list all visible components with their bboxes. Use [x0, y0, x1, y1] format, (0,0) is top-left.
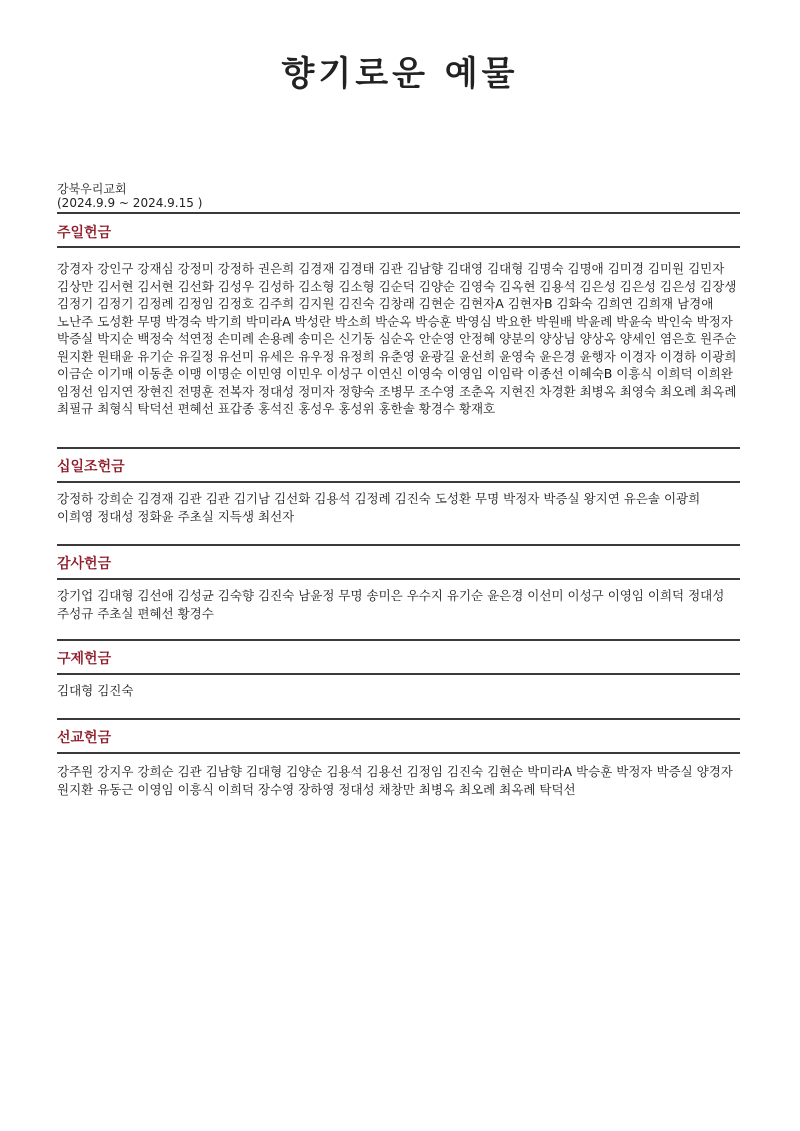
section-divider — [57, 718, 740, 720]
church-name: 강북우리교회 — [57, 182, 127, 196]
page-title: 향기로운 예물 — [281, 54, 519, 94]
section-title-thanksgiving: 감사헌금 — [57, 556, 112, 572]
section-title-tithe: 십일조헌금 — [57, 459, 125, 475]
section-names-mission: 강주원 강지우 강희순 김관 김남향 김대형 김양순 김용석 김용선 김정임 김진숙 김현순 박미라A 박승훈 박정자 박증실 양경자 원지환 유동근 이영임 이흥식 이희덕 장수영 장하영 정대성 채창만 최병옥 최오례 최옥례 탁덕선 — [57, 764, 733, 797]
section-divider — [57, 246, 740, 248]
header-divider — [57, 212, 740, 214]
section-title-mission: 선교헌금 — [57, 730, 112, 746]
section-divider — [57, 544, 740, 546]
section-names-sunday-offering: 강경자 강인구 강재심 강정미 강정하 권은희 김경재 김경태 김관 김남향 김대영 김대형 김명숙 김명애 김미경 김미원 김민자 김상만 김서현 김서현 김선화 김성우 김성하 김소형 김소형 김순덕 김양순 김영숙 김옥현 김용석 김은성 김은성 김은성 김장생 김정기 김정기 김정례 김정임 김정호 김주희 김지원 김진숙 김창래 김현순 김현자A 김현자B 김화숙 김희연 김희재 남경애 노난주 도성환 무명 박경숙 박기희 박미라A 박성란 박소희 박순옥 박승훈 박영심 박요한 박원배 박윤례 박윤숙 박인숙 박정자 박증실 박지순 백정숙 석연정 손미례 손용례 송미은 신기동 심순옥 안순영 안정혜 양분의 양상님 양상옥 양세인 염은호 원주순 원지환 원태윤 유기순 유길정 유선미 유세은 유우정 유정희 유춘영 윤광길 윤선희 윤영숙 윤은경 윤행자 이경자 이경하 이광희 이금순 이기매 이동춘 이맹 이명순 이민영 이민우 이성구 이연신 이영숙 이영임 이임락 이종선 이혜숙B 이흥식 이희덕 이희완 임정선 임지연 장현진 전명훈 전복자 정대성 정미자 정향숙 조병무 조수영 조춘옥 지현진 차경환 최병옥 최영숙 최오례 최옥례 최필규 최형식 탁덕선 편혜선 표갑종 홍석진 홍성우 홍성위 홍한솔 황경수 황재호 — [57, 261, 737, 416]
section-title-sunday-offering: 주일헌금 — [57, 225, 112, 241]
section-names-thanksgiving: 강기업 김대형 김선애 김성균 김숙향 김진숙 남윤정 무명 송미은 우수지 유기순 윤은경 이선미 이성구 이영임 이희덕 정대성 주성규 주초실 편혜선 황경수 — [57, 588, 725, 621]
section-title-relief: 구제헌금 — [57, 651, 112, 667]
section-divider — [57, 673, 740, 675]
section-divider — [57, 447, 740, 449]
section-names-relief: 김대형 김진숙 — [57, 683, 134, 698]
section-divider — [57, 481, 740, 483]
date-range: (2024.9.9 ~ 2024.9.15 ) — [57, 196, 203, 210]
section-names-tithe: 강정하 강희순 김경재 김관 김관 김기남 김선화 김용석 김정례 김진숙 도성환 무명 박정자 박증실 왕지연 유은솔 이광희 이희영 정대성 정화윤 주초실 지득생 최선자 — [57, 491, 701, 524]
section-divider — [57, 752, 740, 754]
section-divider — [57, 578, 740, 580]
section-divider — [57, 639, 740, 641]
